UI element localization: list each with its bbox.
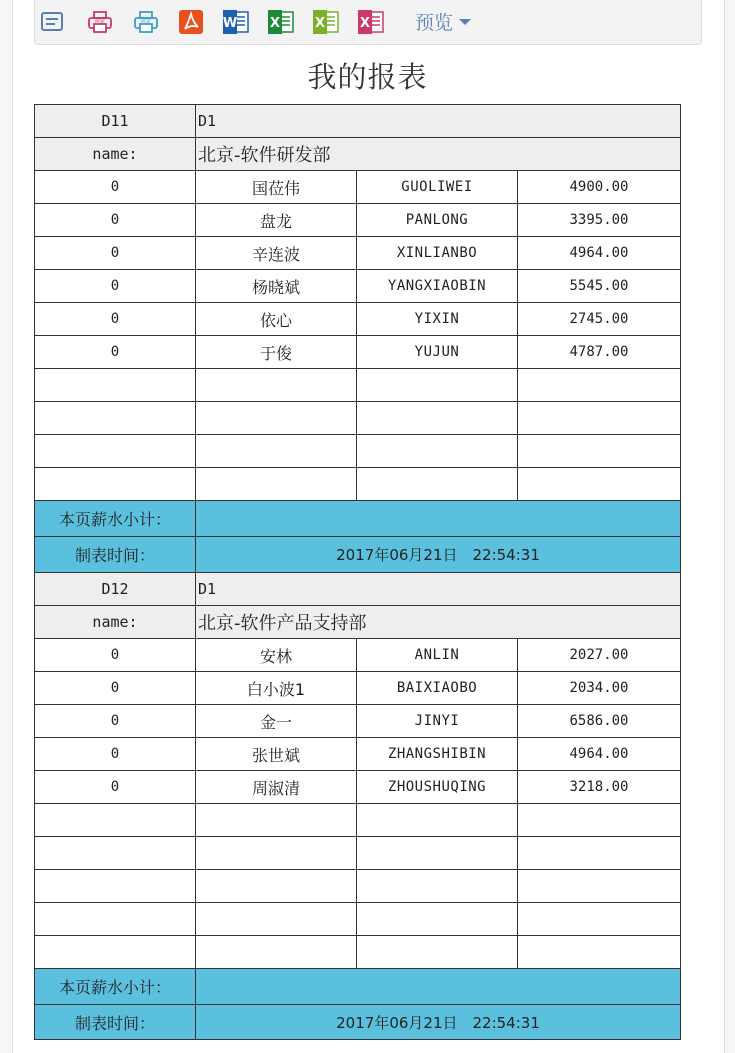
- section-code-value: D1: [196, 573, 680, 605]
- empty-cell: [196, 903, 357, 935]
- timestamp-label: 制表时间：: [35, 537, 196, 572]
- flag-cell: 0: [35, 204, 196, 236]
- subtotal-row: [35, 968, 680, 1004]
- empty-cell: [35, 468, 196, 500]
- empty-row: [35, 401, 680, 434]
- empty-cell: [357, 468, 518, 500]
- chinese-name-cell: 辛连波: [196, 237, 357, 269]
- empty-cell: [196, 435, 357, 467]
- section-code: D11: [35, 105, 196, 137]
- empty-cell: [35, 837, 196, 869]
- pinyin-cell: GUOLIWEI: [357, 171, 518, 203]
- salary-cell: 2027.00: [569, 647, 629, 663]
- table-row: [35, 236, 680, 269]
- report-title: 我的报表: [307, 60, 428, 94]
- timestamp-value: 2017年06月21日 22:54:31: [196, 1005, 680, 1039]
- empty-cell: [518, 468, 680, 500]
- empty-row: [35, 836, 680, 869]
- pdf-export-icon[interactable]: [131, 8, 161, 36]
- flag-cell: 0: [35, 336, 196, 368]
- chinese-name-cell: 白小波1: [196, 672, 357, 704]
- empty-cell: [35, 804, 196, 836]
- excel-icon[interactable]: [266, 8, 296, 36]
- flag-cell: 0: [35, 303, 196, 335]
- timestamp-row: [35, 536, 680, 572]
- section-code-value: D1: [196, 105, 680, 137]
- subtotal-row: [35, 500, 680, 536]
- empty-cell: [35, 936, 196, 968]
- table-row: [35, 704, 680, 737]
- pdf-print-icon[interactable]: [85, 8, 115, 36]
- salary-cell: 4964.00: [569, 746, 629, 762]
- salary-cell: 5545.00: [569, 278, 629, 294]
- svg-text:X: X: [359, 16, 371, 31]
- pinyin-cell: BAIXIAOBO: [357, 672, 518, 704]
- empty-cell: [518, 369, 680, 401]
- flag-cell: 0: [35, 639, 196, 671]
- table-row: [35, 737, 680, 770]
- chinese-name-cell: 依心: [196, 303, 357, 335]
- empty-cell: [196, 369, 357, 401]
- empty-cell: [357, 435, 518, 467]
- svg-text:X: X: [269, 16, 281, 31]
- chinese-name-cell: 周淑清: [196, 771, 357, 803]
- subtotal-label: 本页薪水小计：: [35, 501, 196, 536]
- caret-down-icon: [459, 19, 471, 25]
- empty-cell: [357, 837, 518, 869]
- pinyin-cell: ANLIN: [357, 639, 518, 671]
- pinyin-cell: ZHOUSHUQING: [357, 771, 518, 803]
- export-icon[interactable]: [37, 8, 67, 36]
- empty-row: [35, 869, 680, 902]
- chinese-name-cell: 国莅伟: [196, 171, 357, 203]
- empty-cell: [518, 402, 680, 434]
- salary-cell: 4787.00: [569, 344, 629, 360]
- pinyin-cell: PANLONG: [357, 204, 518, 236]
- empty-cell: [35, 435, 196, 467]
- subtotal-value: [196, 501, 680, 536]
- svg-text:PDF: PDF: [141, 19, 151, 26]
- word-icon[interactable]: [221, 8, 251, 36]
- salary-cell: 2034.00: [569, 680, 629, 696]
- chinese-name-cell: 张世斌: [196, 738, 357, 770]
- empty-row: [35, 467, 680, 500]
- empty-row: [35, 902, 680, 935]
- chinese-name-cell: 安林: [196, 639, 357, 671]
- empty-cell: [518, 837, 680, 869]
- table-row: [35, 170, 680, 203]
- empty-cell: [357, 903, 518, 935]
- pinyin-cell: YUJUN: [357, 336, 518, 368]
- empty-row: [35, 434, 680, 467]
- empty-cell: [357, 402, 518, 434]
- flag-cell: 0: [35, 705, 196, 737]
- right-frame: [724, 0, 735, 1053]
- chinese-name-cell: 金一: [196, 705, 357, 737]
- empty-cell: [357, 804, 518, 836]
- chinese-name-cell: 盘龙: [196, 204, 357, 236]
- empty-cell: [357, 936, 518, 968]
- section-code-row: [35, 104, 680, 137]
- salary-cell: 4964.00: [569, 245, 629, 261]
- subtotal-value: [196, 969, 680, 1004]
- flag-cell: 0: [35, 171, 196, 203]
- salary-cell: 2745.00: [569, 311, 629, 327]
- empty-cell: [35, 402, 196, 434]
- table-row: [35, 269, 680, 302]
- flag-cell: 0: [35, 672, 196, 704]
- empty-cell: [518, 936, 680, 968]
- timestamp-value: 2017年06月21日 22:54:31: [196, 537, 680, 572]
- section-name-value: 北京-软件产品支持部: [196, 606, 680, 638]
- section-name-label: name:: [35, 138, 196, 170]
- left-frame: [0, 0, 13, 1053]
- empty-cell: [35, 870, 196, 902]
- acrobat-icon[interactable]: [176, 8, 206, 36]
- subtotal-label: 本页薪水小计：: [35, 969, 196, 1004]
- table-row: [35, 335, 680, 368]
- empty-row: [35, 368, 680, 401]
- pinyin-cell: ZHANGSHIBIN: [357, 738, 518, 770]
- empty-cell: [518, 435, 680, 467]
- excel-alt-icon[interactable]: [311, 8, 341, 36]
- table-row: [35, 770, 680, 803]
- chinese-name-cell: 于俊: [196, 336, 357, 368]
- timestamp-row: [35, 1004, 680, 1040]
- empty-cell: [357, 870, 518, 902]
- empty-cell: [518, 903, 680, 935]
- salary-cell: 3218.00: [569, 779, 629, 795]
- empty-cell: [196, 837, 357, 869]
- salary-cell: 4900.00: [569, 179, 629, 195]
- chinese-name-cell: 杨晓斌: [196, 270, 357, 302]
- flag-cell: 0: [35, 237, 196, 269]
- section-name-row: [35, 605, 680, 638]
- report-toolbar: [34, 0, 702, 45]
- flag-cell: 0: [35, 270, 196, 302]
- empty-cell: [35, 903, 196, 935]
- empty-cell: [357, 369, 518, 401]
- pinyin-cell: YANGXIAOBIN: [357, 270, 518, 302]
- svg-text:X: X: [314, 16, 326, 31]
- report-table: [34, 104, 681, 1040]
- table-row: [35, 203, 680, 236]
- flag-cell: 0: [35, 738, 196, 770]
- empty-cell: [196, 402, 357, 434]
- excel-pink-icon[interactable]: [356, 8, 386, 36]
- pinyin-cell: JINYI: [357, 705, 518, 737]
- section-name-value: 北京-软件研发部: [196, 138, 680, 170]
- empty-row: [35, 803, 680, 836]
- salary-cell: 6586.00: [569, 713, 629, 729]
- salary-cell: 3395.00: [569, 212, 629, 228]
- empty-cell: [196, 870, 357, 902]
- table-row: [35, 302, 680, 335]
- section-code-row: [35, 572, 680, 605]
- pinyin-cell: XINLIANBO: [357, 237, 518, 269]
- svg-text:W: W: [222, 16, 238, 31]
- flag-cell: 0: [35, 771, 196, 803]
- preview-label: 预览: [415, 11, 454, 34]
- empty-cell: [35, 369, 196, 401]
- empty-cell: [196, 804, 357, 836]
- table-row: [35, 671, 680, 704]
- empty-cell: [196, 468, 357, 500]
- empty-row: [35, 935, 680, 968]
- pinyin-cell: YIXIN: [357, 303, 518, 335]
- empty-cell: [196, 936, 357, 968]
- table-row: [35, 638, 680, 671]
- svg-text:PDF: PDF: [95, 19, 105, 26]
- section-name-row: [35, 137, 680, 170]
- section-name-label: name:: [35, 606, 196, 638]
- section-code: D12: [35, 573, 196, 605]
- empty-cell: [518, 804, 680, 836]
- preview-dropdown-button[interactable]: [415, 7, 471, 35]
- timestamp-label: 制表时间：: [35, 1005, 196, 1039]
- empty-cell: [518, 870, 680, 902]
